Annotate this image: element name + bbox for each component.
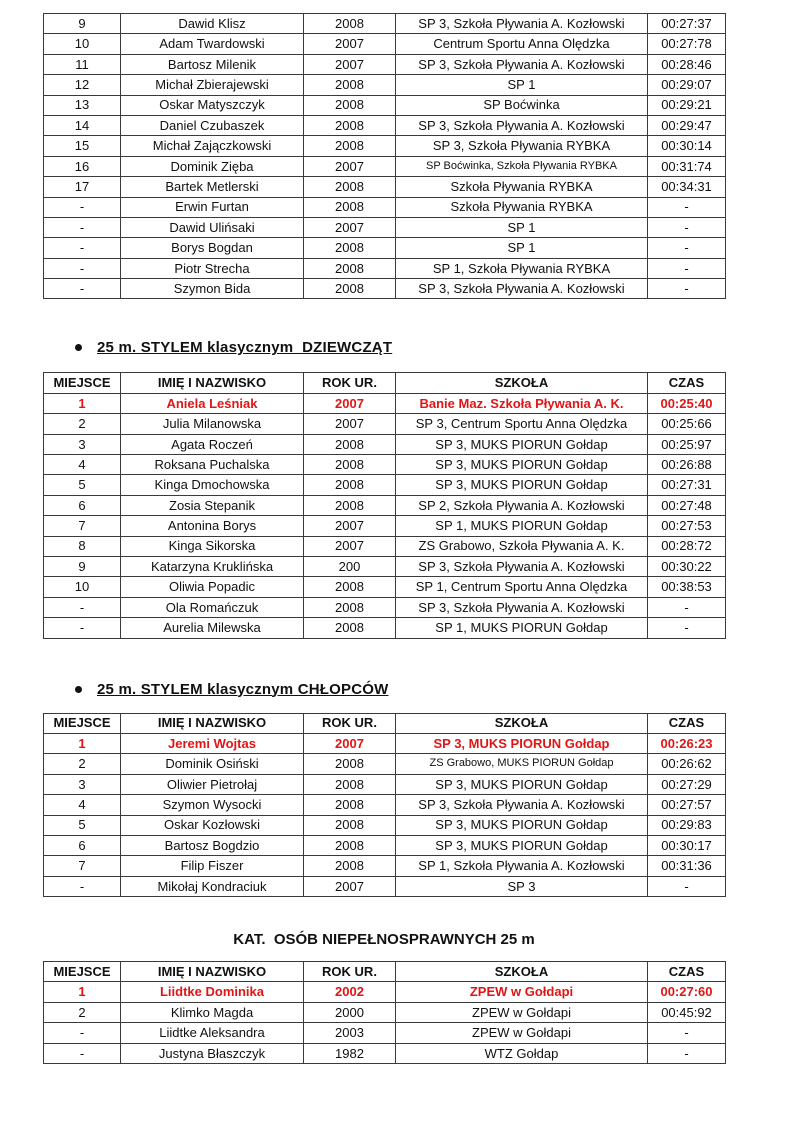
school-cell: SP 3, Szkoła Pływania A. Kozłowski [396, 597, 648, 617]
table-row [44, 495, 726, 515]
year-cell: 2007 [304, 393, 396, 413]
time-cell: 00:25:66 [648, 414, 726, 434]
bullet-icon [75, 344, 82, 351]
time-cell: 00:26:62 [648, 754, 726, 774]
time-cell: - [648, 1023, 726, 1043]
school-cell: ZPEW w Gołdapi [396, 1002, 648, 1022]
year-cell: 2003 [304, 1023, 396, 1043]
name-cell: Dawid Klisz [121, 14, 304, 34]
place-cell: 14 [44, 115, 121, 135]
place-cell: 1 [44, 982, 121, 1002]
name-cell: Roksana Puchalska [121, 455, 304, 475]
place-cell: 10 [44, 34, 121, 54]
results-table-continued [43, 13, 726, 299]
table-row [44, 1002, 726, 1022]
year-cell: 2007 [304, 414, 396, 434]
year-cell: 2008 [304, 14, 396, 34]
year-cell: 2008 [304, 795, 396, 815]
column-header: SZKOŁA [396, 713, 648, 733]
school-cell: SP Boćwinka [396, 95, 648, 115]
results-table-boys [43, 713, 726, 898]
column-header: SZKOŁA [396, 373, 648, 393]
time-cell: 00:29:21 [648, 95, 726, 115]
table-row [44, 516, 726, 536]
school-cell: SP Boćwinka, Szkoła Pływania RYBKA [396, 156, 648, 176]
time-cell: 00:27:60 [648, 982, 726, 1002]
place-cell: - [44, 238, 121, 258]
place-cell: - [44, 1043, 121, 1063]
school-cell: WTZ Gołdap [396, 1043, 648, 1063]
section-heading-boys [43, 681, 800, 698]
table-row [44, 34, 726, 54]
school-cell: Szkoła Pływania RYBKA [396, 197, 648, 217]
name-cell: Aurelia Milewska [121, 618, 304, 638]
table-row [44, 856, 726, 876]
table-row [44, 177, 726, 197]
column-header: ROK UR. [304, 373, 396, 393]
name-cell: Bartek Metlerski [121, 177, 304, 197]
table-row [44, 754, 726, 774]
time-cell: 00:27:48 [648, 495, 726, 515]
school-cell: SP 3, MUKS PIORUN Gołdap [396, 774, 648, 794]
place-cell: 4 [44, 795, 121, 815]
name-cell: Daniel Czubaszek [121, 115, 304, 135]
name-cell: Michał Zbierajewski [121, 75, 304, 95]
name-cell: Piotr Strecha [121, 258, 304, 278]
school-cell: Banie Maz. Szkoła Pływania A. K. [396, 393, 648, 413]
year-cell: 2008 [304, 75, 396, 95]
year-cell: 1982 [304, 1043, 396, 1063]
table-row [44, 75, 726, 95]
place-cell: - [44, 197, 121, 217]
time-cell: 00:31:36 [648, 856, 726, 876]
place-cell: 2 [44, 754, 121, 774]
year-cell: 2008 [304, 197, 396, 217]
year-cell: 2008 [304, 495, 396, 515]
year-cell: 2008 [304, 238, 396, 258]
school-cell: ZPEW w Gołdapi [396, 1023, 648, 1043]
section-boys-freestyle-continued [43, 13, 800, 299]
time-cell: 00:30:17 [648, 835, 726, 855]
time-cell: 00:29:07 [648, 75, 726, 95]
time-cell: 00:34:31 [648, 177, 726, 197]
time-cell: - [648, 258, 726, 278]
school-cell: SP 1, Szkoła Pływania A. Kozłowski [396, 856, 648, 876]
name-cell: Oliwier Pietrołaj [121, 774, 304, 794]
name-cell: Michał Zajączkowski [121, 136, 304, 156]
name-cell: Borys Bogdan [121, 238, 304, 258]
time-cell: - [648, 597, 726, 617]
school-cell: SP 1, MUKS PIORUN Gołdap [396, 516, 648, 536]
place-cell: 1 [44, 733, 121, 753]
time-cell: 00:28:46 [648, 54, 726, 74]
time-cell: 00:45:92 [648, 1002, 726, 1022]
year-cell: 2007 [304, 54, 396, 74]
column-header: IMIĘ I NAZWISKO [121, 962, 304, 982]
table-row [44, 876, 726, 896]
school-cell: SP 1, Centrum Sportu Anna Olędzka [396, 577, 648, 597]
column-header: SZKOŁA [396, 962, 648, 982]
table-row [44, 393, 726, 413]
table-row [44, 238, 726, 258]
name-cell: Oliwia Popadic [121, 577, 304, 597]
time-cell: - [648, 618, 726, 638]
place-cell: 15 [44, 136, 121, 156]
name-cell: Dominik Osiński [121, 754, 304, 774]
place-cell: 2 [44, 1002, 121, 1022]
time-cell: - [648, 217, 726, 237]
table-row [44, 982, 726, 1002]
time-cell: 00:25:97 [648, 434, 726, 454]
year-cell: 2007 [304, 876, 396, 896]
place-cell: 6 [44, 835, 121, 855]
school-cell: SP 3, Szkoła Pływania RYBKA [396, 136, 648, 156]
section-boys-classic [43, 681, 800, 898]
school-cell: SP 3, MUKS PIORUN Gołdap [396, 815, 648, 835]
place-cell: 1 [44, 393, 121, 413]
name-cell: Agata Roczeń [121, 434, 304, 454]
year-cell: 2008 [304, 279, 396, 299]
time-cell: 00:30:14 [648, 136, 726, 156]
school-cell: Szkoła Pływania RYBKA [396, 177, 648, 197]
column-header: ROK UR. [304, 962, 396, 982]
place-cell: - [44, 597, 121, 617]
table-row [44, 733, 726, 753]
name-cell: Klimko Magda [121, 1002, 304, 1022]
table-row [44, 279, 726, 299]
name-cell: Oskar Kozłowski [121, 815, 304, 835]
name-cell: Julia Milanowska [121, 414, 304, 434]
year-cell: 2008 [304, 815, 396, 835]
year-cell: 2007 [304, 34, 396, 54]
school-cell: SP 3, MUKS PIORUN Gołdap [396, 455, 648, 475]
name-cell: Kinga Sikorska [121, 536, 304, 556]
name-cell: Bartosz Milenik [121, 54, 304, 74]
name-cell: Liidtke Aleksandra [121, 1023, 304, 1043]
year-cell: 2007 [304, 156, 396, 176]
name-cell: Dominik Zięba [121, 156, 304, 176]
place-cell: 5 [44, 475, 121, 495]
year-cell: 2008 [304, 835, 396, 855]
column-header: MIEJSCE [44, 713, 121, 733]
table-row [44, 1043, 726, 1063]
header-row [44, 373, 726, 393]
name-cell: Bartosz Bogdzio [121, 835, 304, 855]
time-cell: 00:31:74 [648, 156, 726, 176]
section-title: 25 m. STYLEM klasycznym DZIEWCZĄT [97, 339, 393, 357]
school-cell: SP 3, MUKS PIORUN Gołdap [396, 475, 648, 495]
place-cell: 17 [44, 177, 121, 197]
year-cell: 2002 [304, 982, 396, 1002]
header-row [44, 962, 726, 982]
time-cell: - [648, 876, 726, 896]
table-row [44, 455, 726, 475]
table-row [44, 217, 726, 237]
year-cell: 2008 [304, 774, 396, 794]
place-cell: 7 [44, 516, 121, 536]
year-cell: 2008 [304, 577, 396, 597]
time-cell: 00:28:72 [648, 536, 726, 556]
name-cell: Mikołaj Kondraciuk [121, 876, 304, 896]
year-cell: 2008 [304, 597, 396, 617]
name-cell: Katarzyna Kruklińska [121, 556, 304, 576]
year-cell: 2007 [304, 536, 396, 556]
name-cell: Antonina Borys [121, 516, 304, 536]
name-cell: Kinga Dmochowska [121, 475, 304, 495]
time-cell: 00:30:22 [648, 556, 726, 576]
place-cell: - [44, 618, 121, 638]
school-cell: SP 1, Szkoła Pływania RYBKA [396, 258, 648, 278]
section-heading-disabled: KAT. OSÓB NIEPEŁNOSPRAWNYCH 25 m [233, 931, 535, 949]
place-cell: 2 [44, 414, 121, 434]
year-cell: 2008 [304, 177, 396, 197]
time-cell: 00:26:88 [648, 455, 726, 475]
time-cell: 00:27:57 [648, 795, 726, 815]
year-cell: 2008 [304, 95, 396, 115]
time-cell: - [648, 279, 726, 299]
name-cell: Liidtke Dominika [121, 982, 304, 1002]
name-cell: Szymon Bida [121, 279, 304, 299]
table-row [44, 774, 726, 794]
column-header: MIEJSCE [44, 373, 121, 393]
place-cell: - [44, 217, 121, 237]
place-cell: - [44, 279, 121, 299]
section-disabled-category [43, 931, 800, 1064]
school-cell: SP 3, Centrum Sportu Anna Olędzka [396, 414, 648, 434]
school-cell: SP 3, Szkoła Pływania A. Kozłowski [396, 115, 648, 135]
school-cell: SP 1 [396, 75, 648, 95]
results-table-disabled [43, 961, 726, 1064]
table-row [44, 835, 726, 855]
school-cell: SP 3, Szkoła Pływania A. Kozłowski [396, 54, 648, 74]
place-cell: 10 [44, 577, 121, 597]
section-heading-girls [43, 339, 800, 356]
name-cell: Zosia Stepanik [121, 495, 304, 515]
place-cell: 6 [44, 495, 121, 515]
place-cell: 4 [44, 455, 121, 475]
school-cell: SP 1, MUKS PIORUN Gołdap [396, 618, 648, 638]
time-cell: 00:27:53 [648, 516, 726, 536]
name-cell: Filip Fiszer [121, 856, 304, 876]
name-cell: Oskar Matyszczyk [121, 95, 304, 115]
table-row [44, 95, 726, 115]
school-cell: SP 3, MUKS PIORUN Gołdap [396, 835, 648, 855]
name-cell: Aniela Leśniak [121, 393, 304, 413]
column-header: MIEJSCE [44, 962, 121, 982]
year-cell: 2007 [304, 217, 396, 237]
table-row [44, 815, 726, 835]
school-cell: SP 3, MUKS PIORUN Gołdap [396, 434, 648, 454]
school-cell: SP 3, Szkoła Pływania A. Kozłowski [396, 279, 648, 299]
place-cell: 3 [44, 774, 121, 794]
school-cell: Centrum Sportu Anna Olędzka [396, 34, 648, 54]
place-cell: 9 [44, 14, 121, 34]
bullet-icon [75, 686, 82, 693]
column-header: IMIĘ I NAZWISKO [121, 713, 304, 733]
school-cell: SP 3, Szkoła Pływania A. Kozłowski [396, 14, 648, 34]
year-cell: 2008 [304, 754, 396, 774]
time-cell: 00:29:83 [648, 815, 726, 835]
table-row [44, 618, 726, 638]
time-cell: - [648, 197, 726, 217]
section-girls-classic [43, 339, 800, 638]
year-cell: 200 [304, 556, 396, 576]
place-cell: - [44, 258, 121, 278]
table-row [44, 115, 726, 135]
table-row [44, 197, 726, 217]
place-cell: 5 [44, 815, 121, 835]
year-cell: 2008 [304, 856, 396, 876]
year-cell: 2000 [304, 1002, 396, 1022]
place-cell: 8 [44, 536, 121, 556]
place-cell: 11 [44, 54, 121, 74]
place-cell: 13 [44, 95, 121, 115]
time-cell: 00:27:29 [648, 774, 726, 794]
results-table-girls [43, 372, 726, 638]
time-cell: 00:29:47 [648, 115, 726, 135]
table-row [44, 434, 726, 454]
time-cell: 00:26:23 [648, 733, 726, 753]
place-cell: - [44, 1023, 121, 1043]
table-row [44, 258, 726, 278]
column-header: CZAS [648, 713, 726, 733]
place-cell: 16 [44, 156, 121, 176]
year-cell: 2007 [304, 733, 396, 753]
year-cell: 2007 [304, 516, 396, 536]
year-cell: 2008 [304, 136, 396, 156]
time-cell: 00:27:78 [648, 34, 726, 54]
name-cell: Jeremi Wojtas [121, 733, 304, 753]
table-row [44, 1023, 726, 1043]
name-cell: Dawid Ulińsaki [121, 217, 304, 237]
table-row [44, 475, 726, 495]
year-cell: 2008 [304, 115, 396, 135]
table-row [44, 14, 726, 34]
header-row [44, 713, 726, 733]
year-cell: 2008 [304, 434, 396, 454]
time-cell: - [648, 1043, 726, 1063]
school-cell: SP 3, MUKS PIORUN Gołdap [396, 733, 648, 753]
time-cell: 00:38:53 [648, 577, 726, 597]
place-cell: - [44, 876, 121, 896]
place-cell: 9 [44, 556, 121, 576]
table-row [44, 536, 726, 556]
table-row [44, 414, 726, 434]
time-cell: 00:25:40 [648, 393, 726, 413]
table-row [44, 795, 726, 815]
school-cell: SP 2, Szkoła Pływania A. Kozłowski [396, 495, 648, 515]
name-cell: Adam Twardowski [121, 34, 304, 54]
table-row [44, 136, 726, 156]
school-cell: ZS Grabowo, Szkoła Pływania A. K. [396, 536, 648, 556]
table-row [44, 597, 726, 617]
school-cell: ZS Grabowo, MUKS PIORUN Gołdap [396, 754, 648, 774]
column-header: IMIĘ I NAZWISKO [121, 373, 304, 393]
column-header: CZAS [648, 373, 726, 393]
place-cell: 7 [44, 856, 121, 876]
column-header: ROK UR. [304, 713, 396, 733]
year-cell: 2008 [304, 475, 396, 495]
year-cell: 2008 [304, 258, 396, 278]
table-row [44, 556, 726, 576]
place-cell: 12 [44, 75, 121, 95]
table-row [44, 577, 726, 597]
year-cell: 2008 [304, 455, 396, 475]
name-cell: Justyna Błaszczyk [121, 1043, 304, 1063]
name-cell: Ola Romańczuk [121, 597, 304, 617]
school-cell: SP 3, Szkoła Pływania A. Kozłowski [396, 795, 648, 815]
time-cell: - [648, 238, 726, 258]
name-cell: Erwin Furtan [121, 197, 304, 217]
school-cell: SP 3 [396, 876, 648, 896]
table-row [44, 156, 726, 176]
school-cell: SP 1 [396, 238, 648, 258]
school-cell: SP 1 [396, 217, 648, 237]
name-cell: Szymon Wysocki [121, 795, 304, 815]
time-cell: 00:27:31 [648, 475, 726, 495]
section-title: 25 m. STYLEM klasycznym CHŁOPCÓW [97, 680, 389, 698]
place-cell: 3 [44, 434, 121, 454]
school-cell: SP 3, Szkoła Pływania A. Kozłowski [396, 556, 648, 576]
school-cell: ZPEW w Gołdapi [396, 982, 648, 1002]
year-cell: 2008 [304, 618, 396, 638]
time-cell: 00:27:37 [648, 14, 726, 34]
table-row [44, 54, 726, 74]
column-header: CZAS [648, 962, 726, 982]
